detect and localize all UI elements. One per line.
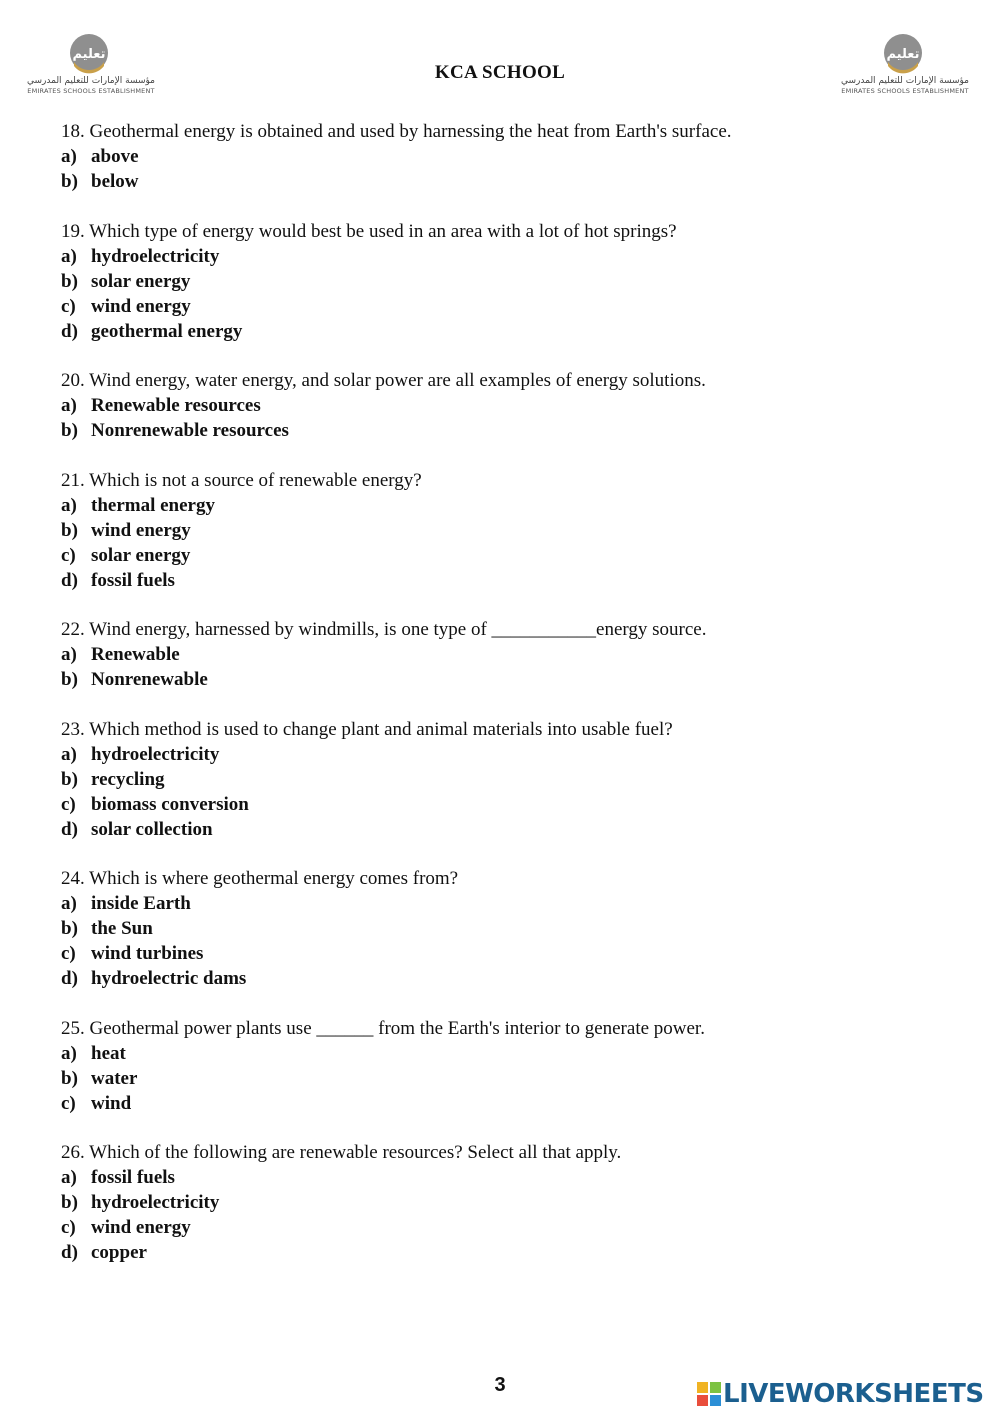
answer-option[interactable] [61,1190,941,1215]
ese-logo-icon [882,32,924,74]
answer-option[interactable] [61,966,941,991]
option-letter: a) [61,245,77,267]
option-letter: b) [61,171,78,192]
answer-option[interactable] [61,319,941,344]
option-text: Renewable resources [91,395,261,416]
question-block [61,468,941,593]
question-block [61,119,941,194]
option-letter: d) [61,968,78,989]
option-letter: c) [61,295,76,317]
answer-option[interactable] [61,1165,941,1190]
svg-text:تعليم: تعليم [886,47,920,62]
option-text: solar energy [91,544,191,566]
option-text: copper [91,1242,147,1263]
option-text: below [91,171,139,192]
option-letter: c) [61,1092,76,1114]
logo-arabic-text: مؤسسة الإمارات للتعليم المدرسي [841,76,969,86]
option-text: hydroelectricity [91,245,220,267]
option-text: Nonrenewable [91,669,208,690]
answer-option[interactable] [61,1240,941,1265]
question-stem: 18. Geothermal energy is obtained and used by harnessing the heat from Earth's surface. [61,121,732,142]
answer-option[interactable] [61,568,941,593]
option-text: biomass conversion [91,793,249,815]
question-block [61,717,941,842]
answer-option[interactable] [61,169,941,194]
option-text: solar collection [91,818,213,840]
question-stem: 19. Which type of energy would best be used in an area with a lot of hot springs? [61,220,677,242]
answer-option[interactable] [61,1041,941,1066]
logo-english-text: EMIRATES SCHOOLS ESTABLISHMENT [841,87,969,95]
school-logo-right [840,32,970,98]
answer-option[interactable] [61,269,941,294]
option-text: thermal energy [91,494,215,516]
option-letter: a) [61,893,77,914]
question-stem: 26. Which of the following are renewable resources? Select all that apply. [61,1142,622,1163]
answer-option[interactable] [61,642,941,667]
option-letter: b) [61,270,78,292]
option-text: wind turbines [91,943,204,964]
answer-option[interactable] [61,767,941,792]
option-text: wind [91,1092,132,1114]
option-letter: a) [61,1167,77,1188]
liveworksheets-brand[interactable] [697,1377,997,1411]
liveworksheets-logo-icon [697,1382,721,1406]
option-text: recycling [91,768,165,790]
option-text: fossil fuels [91,1167,175,1188]
option-letter: d) [61,1242,78,1263]
option-letter: b) [61,669,78,690]
answer-option[interactable] [61,742,941,767]
answer-option[interactable] [61,1215,941,1240]
option-letter: a) [61,494,77,516]
option-letter: b) [61,768,78,790]
answer-option[interactable] [61,1091,941,1116]
svg-text:تعليم: تعليم [72,47,106,62]
option-letter: c) [61,943,76,964]
logo-english-text: EMIRATES SCHOOLS ESTABLISHMENT [27,87,155,95]
option-text: above [91,146,139,167]
option-letter: a) [61,395,77,416]
answer-option[interactable] [61,667,941,692]
question-stem: 24. Which is where geothermal energy comes from? [61,868,459,889]
option-letter: d) [61,569,78,591]
option-letter: b) [61,1192,78,1213]
question-stem: 22. Wind energy, harnessed by windmills, is one type of ___________energy source. [61,619,707,640]
question-block [61,219,941,344]
option-letter: c) [61,544,76,566]
option-text: heat [91,1042,126,1064]
question-stem: 25. Geothermal power plants use ______ from the Earth's interior to generate power. [61,1017,705,1039]
option-letter: b) [61,918,78,939]
page-number: 3 [494,1374,506,1396]
answer-option[interactable] [61,891,941,916]
question-block [61,866,941,991]
option-text: water [91,1067,138,1089]
option-text: hydroelectric dams [91,968,247,989]
option-text: wind energy [91,295,191,317]
option-text: fossil fuels [91,569,175,591]
option-letter: a) [61,644,77,665]
option-text: hydroelectricity [91,1192,220,1213]
logo-arabic-text: مؤسسة الإمارات للتعليم المدرسي [27,76,155,86]
answer-option[interactable] [61,244,941,269]
option-text: geothermal energy [91,320,243,342]
option-letter: a) [61,743,77,765]
answer-option[interactable] [61,144,941,169]
option-letter: b) [61,519,78,541]
option-letter: b) [61,420,78,441]
page-title: KCA SCHOOL [434,62,566,83]
option-text: Renewable [91,644,180,665]
answer-option[interactable] [61,817,941,842]
answer-option[interactable] [61,916,941,941]
question-block [61,617,941,692]
question-stem: 20. Wind energy, water energy, and solar power are all examples of energy solutions. [61,370,706,391]
answer-option[interactable] [61,493,941,518]
answer-option[interactable] [61,1066,941,1091]
option-letter: d) [61,320,78,342]
answer-option[interactable] [61,792,941,817]
option-letter: b) [61,1067,78,1089]
answer-option[interactable] [61,941,941,966]
answer-option[interactable] [61,294,941,319]
question-block [61,368,941,443]
option-letter: a) [61,1042,77,1064]
option-text: wind energy [91,1217,191,1238]
option-text: Nonrenewable resources [91,420,289,441]
option-text: solar energy [91,270,191,292]
option-letter: d) [61,818,78,840]
option-letter: c) [61,793,76,815]
question-stem: 23. Which method is used to change plant and animal materials into usable fuel? [61,718,673,740]
answer-option[interactable] [61,418,941,443]
answer-option[interactable] [61,543,941,568]
question-block [61,1016,941,1116]
question-list [61,119,941,1290]
answer-option[interactable] [61,518,941,543]
option-text: the Sun [91,918,153,939]
brand-name: LIVEWORKSHEETS [723,1379,984,1409]
option-letter: c) [61,1217,76,1238]
question-stem: 21. Which is not a source of renewable energy? [61,469,422,491]
option-text: inside Earth [91,893,191,914]
option-letter: a) [61,146,77,167]
option-text: hydroelectricity [91,743,220,765]
answer-option[interactable] [61,393,941,418]
option-text: wind energy [91,519,191,541]
question-block [61,1140,941,1265]
